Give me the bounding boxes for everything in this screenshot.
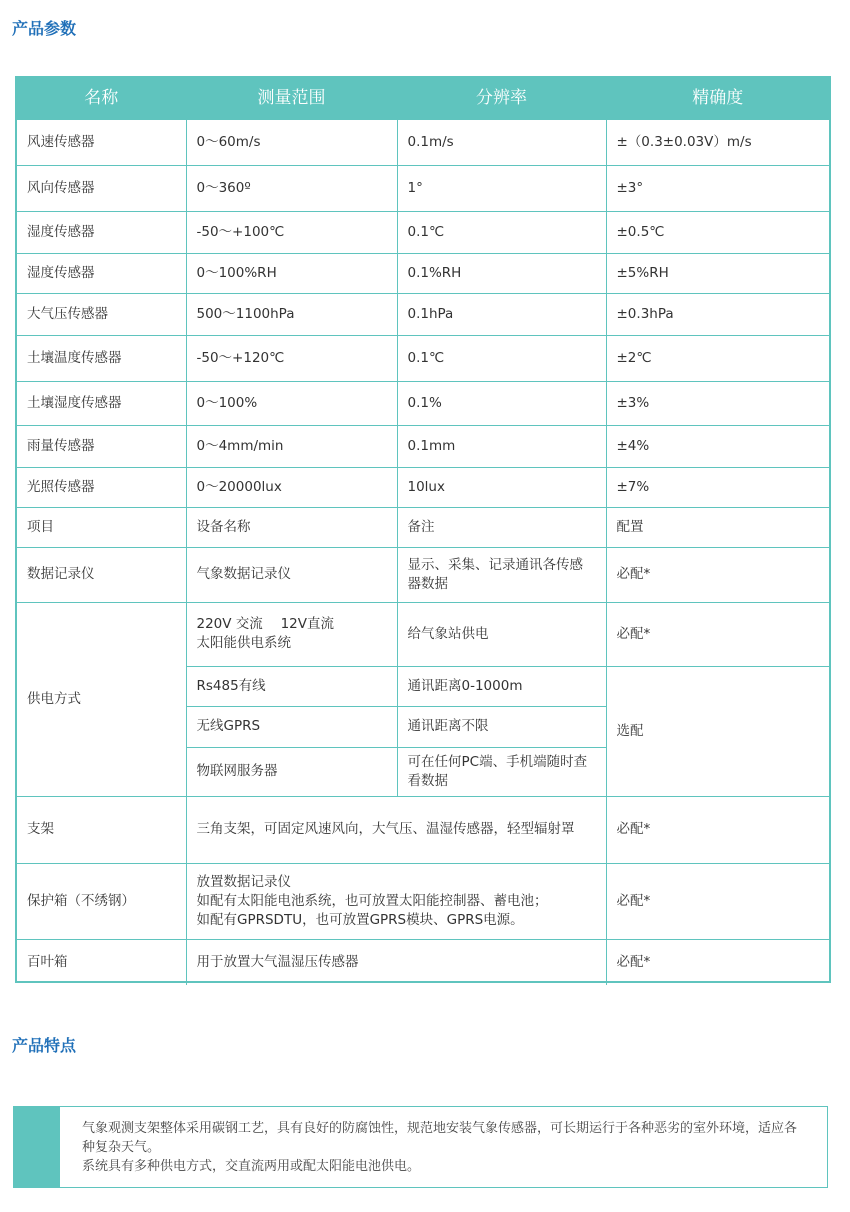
config-header-note: 备注	[397, 507, 606, 547]
features-text	[82, 1119, 807, 1176]
sensor-resolution: 0.1℃	[397, 211, 606, 253]
table-row	[17, 863, 829, 939]
config-header-row	[17, 507, 829, 547]
sensor-range: -50～+120℃	[186, 335, 397, 381]
table-row	[17, 547, 829, 602]
sensor-resolution: 0.1hPa	[397, 293, 606, 335]
box-line3: 如配有GPRSDTU，也可放置GPRS模块、GPRS电源。	[196, 911, 524, 928]
config-note: 通讯距离不限	[397, 706, 606, 747]
sensor-accuracy: ±3°	[606, 165, 829, 211]
sensor-range: 0～360º	[186, 165, 397, 211]
section-title-features: 产品特点	[12, 1036, 77, 1055]
config-item: 百叶箱	[17, 939, 186, 985]
spec-table-container	[15, 76, 831, 983]
header-name: 名称	[17, 78, 186, 119]
config-item: 供电方式	[17, 602, 186, 796]
config-device: 三角支架，可固定风速风向，大气压、温湿传感器，轻型辐射罩	[186, 796, 606, 863]
features-box	[13, 1106, 828, 1188]
table-row	[17, 211, 829, 253]
sensor-accuracy: ±（0.3±0.03V）m/s	[606, 119, 829, 165]
table-row	[17, 381, 829, 425]
config-header-config: 配置	[606, 507, 829, 547]
sensor-name: 风速传感器	[17, 119, 186, 165]
power-device-line2: 太阳能供电系统	[196, 635, 291, 651]
sensor-name: 土壤湿度传感器	[17, 381, 186, 425]
table-row	[17, 467, 829, 507]
header-range: 测量范围	[186, 78, 397, 119]
table-row	[17, 293, 829, 335]
table-row	[17, 939, 829, 985]
config-device	[186, 863, 606, 939]
config-item: 数据记录仪	[17, 547, 186, 602]
config-device: 物联网服务器	[186, 747, 397, 796]
config-device: 气象数据记录仪	[186, 547, 397, 602]
feature-paragraph-1: 气象观测支架整体采用碳钢工艺，具有良好的防腐蚀性，规范地安装气象传感器，可长期运行于各种恶劣的室外环境，适应各种复杂天气。	[82, 1121, 798, 1155]
sensor-accuracy: ±0.3hPa	[606, 293, 829, 335]
config-item: 支架	[17, 796, 186, 863]
power-device-line1: 220V 交流 12V直流	[196, 616, 334, 632]
table-row	[17, 165, 829, 211]
sensor-name: 光照传感器	[17, 467, 186, 507]
table-row	[17, 253, 829, 293]
header-resolution: 分辨率	[397, 78, 606, 119]
table-row	[17, 602, 829, 666]
section-title-params: 产品参数	[12, 19, 77, 38]
sensor-name: 雨量传感器	[17, 425, 186, 467]
sensor-range: 0～100%	[186, 381, 397, 425]
sensor-range: -50～+100℃	[186, 211, 397, 253]
sensor-name: 土壤温度传感器	[17, 335, 186, 381]
config-device	[186, 602, 397, 666]
sensor-name: 风向传感器	[17, 165, 186, 211]
config-device: 无线GPRS	[186, 706, 397, 747]
sensor-resolution: 1°	[397, 165, 606, 211]
feature-paragraph-2: 系统具有多种供电方式，交直流两用或配太阳能电池供电。	[82, 1159, 421, 1174]
sensor-accuracy: ±0.5℃	[606, 211, 829, 253]
sensor-resolution: 10lux	[397, 467, 606, 507]
box-line2: 如配有太阳能电池系统，也可放置太阳能控制器、蓄电池；	[196, 892, 548, 909]
table-row	[17, 796, 829, 863]
config-note: 显示、采集、记录通讯各传感器数据	[397, 547, 606, 602]
config-value: 必配*	[606, 547, 829, 602]
sensor-range: 0～60m/s	[186, 119, 397, 165]
sensor-range: 0～4mm/min	[186, 425, 397, 467]
sensor-accuracy: ±7%	[606, 467, 829, 507]
config-note: 可在任何PC端、手机端随时查看数据	[397, 747, 606, 796]
config-header-item: 项目	[17, 507, 186, 547]
table-row	[17, 335, 829, 381]
sensor-range: 0～20000lux	[186, 467, 397, 507]
config-value: 必配*	[606, 796, 829, 863]
sensor-resolution: 0.1mm	[397, 425, 606, 467]
sensor-resolution: 0.1℃	[397, 335, 606, 381]
features-accent-bar	[14, 1107, 60, 1187]
config-note: 通讯距离0-1000m	[397, 666, 606, 706]
config-device: 用于放置大气温湿压传感器	[186, 939, 606, 985]
config-value: 必配*	[606, 863, 829, 939]
config-note: 给气象站供电	[397, 602, 606, 666]
box-line1: 放置数据记录仪	[196, 873, 291, 890]
config-value: 必配*	[606, 939, 829, 985]
sensor-accuracy: ±4%	[606, 425, 829, 467]
sensor-range: 0～100%RH	[186, 253, 397, 293]
sensor-name: 湿度传感器	[17, 253, 186, 293]
sensor-range: 500～1100hPa	[186, 293, 397, 335]
table-row	[17, 119, 829, 165]
sensor-accuracy: ±3%	[606, 381, 829, 425]
sensor-resolution: 0.1%	[397, 381, 606, 425]
sensor-name: 大气压传感器	[17, 293, 186, 335]
sensor-accuracy: ±2℃	[606, 335, 829, 381]
config-device: Rs485有线	[186, 666, 397, 706]
spec-table	[17, 78, 829, 985]
sensor-accuracy: ±5%RH	[606, 253, 829, 293]
sensor-resolution: 0.1m/s	[397, 119, 606, 165]
table-row	[17, 425, 829, 467]
sensor-name: 湿度传感器	[17, 211, 186, 253]
config-header-device: 设备名称	[186, 507, 397, 547]
sensor-resolution: 0.1%RH	[397, 253, 606, 293]
config-value: 选配	[606, 666, 829, 796]
spec-header-row	[17, 78, 829, 119]
header-accuracy: 精确度	[606, 78, 829, 119]
config-item: 保护箱（不绣钢）	[17, 863, 186, 939]
config-value: 必配*	[606, 602, 829, 666]
